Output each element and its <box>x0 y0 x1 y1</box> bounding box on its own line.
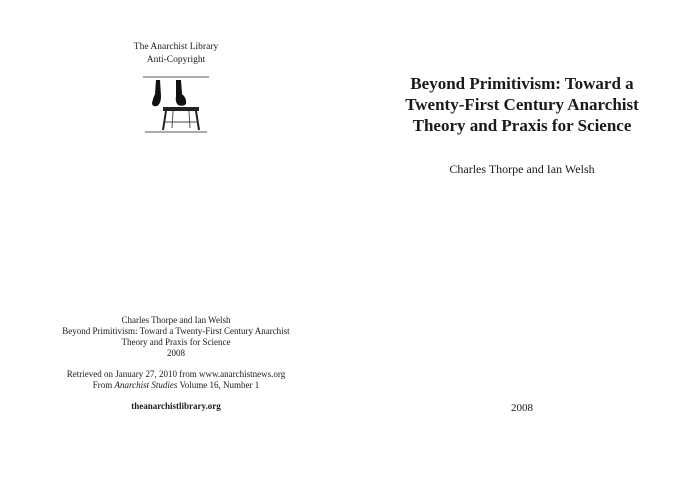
colophon-title-line2: Theory and Praxis for Science <box>121 337 231 347</box>
colophon <box>0 315 352 412</box>
book-year: 2008 <box>511 402 533 414</box>
book-title <box>350 73 694 136</box>
title-line2: Twenty-First Century Anarchist <box>405 95 639 114</box>
book-author: Charles Thorpe and Ian Welsh <box>449 162 595 176</box>
copyright-notice: Anti-Copyright <box>146 55 206 65</box>
source-suffix: Volume 16, Number 1 <box>177 380 260 390</box>
source-prefix: From <box>92 380 115 390</box>
right-page <box>350 0 699 496</box>
source-journal: Anarchist Studies <box>114 380 178 390</box>
colophon-author: Charles Thorpe and Ian Welsh <box>121 315 231 325</box>
colophon-title-line1: Beyond Primitivism: Toward a Twenty-First Century Anarchist <box>62 326 290 336</box>
website-link[interactable]: theanarchistlibrary.org <box>131 401 221 411</box>
anarchist-library-logo <box>143 74 209 136</box>
colophon-year: 2008 <box>167 348 185 358</box>
library-header <box>0 41 352 67</box>
library-name: The Anarchist Library <box>133 42 219 52</box>
colophon-retrieved: Retrieved on January 27, 2010 from www.anarchistnews.org <box>66 369 286 379</box>
colophon-source <box>0 380 352 391</box>
title-line3: Theory and Praxis for Science <box>412 116 632 135</box>
title-line1: Beyond Primitivism: Toward a <box>410 74 634 93</box>
